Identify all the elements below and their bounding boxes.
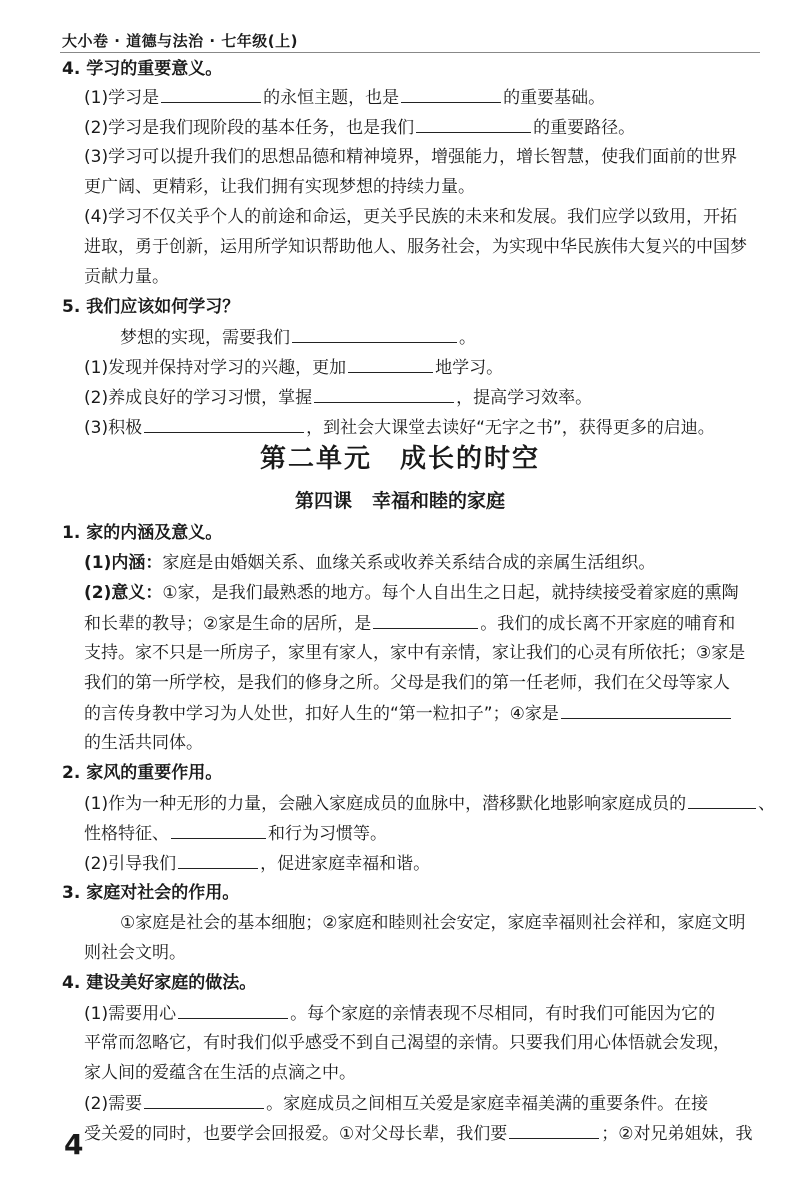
- q3-line-2: 则社会文明。: [84, 943, 186, 963]
- q4-line-2: (2)学习是我们现阶段的基本任务，也是我们 的重要路径。: [84, 118, 636, 138]
- q5-line-2: (1)发现并保持对学习的兴趣，更加 地学习。: [84, 358, 504, 378]
- fill-blank[interactable]: [373, 612, 478, 629]
- fill-blank[interactable]: [178, 1002, 288, 1019]
- fill-blank[interactable]: [161, 86, 261, 103]
- running-header: 大小卷 · 道德与法治 · 七年级(上): [62, 32, 298, 50]
- q4-line-7: 贡献力量。: [84, 267, 169, 287]
- fill-blank[interactable]: [348, 356, 433, 373]
- header-divider: [60, 52, 760, 53]
- lesson-title: 第四课 幸福和睦的家庭: [294, 490, 506, 512]
- fill-blank[interactable]: [292, 326, 457, 343]
- q1-line-1: (1)内涵：家庭是由婚姻关系、血缘关系或收养关系结合成的亲属生活组织。: [84, 553, 656, 573]
- q1-line-4: 支持。家不只是一所房子，家里有家人，家中有亲情，家让我们的心灵有所依托；③家是: [84, 643, 746, 663]
- q4b-line-1: (1)需要用心 。每个家庭的亲情表现不尽相同，有时我们可能因为它的: [84, 1004, 716, 1024]
- q4-line-6: 进取，勇于创新，运用所学知识帮助他人、服务社会，为实现中华民族伟大复兴的中国梦: [84, 237, 747, 257]
- q1-line-5: 我们的第一所学校，是我们的修身之所。父母是我们的第一任老师，我们在父母等家人: [84, 673, 730, 693]
- fill-blank[interactable]: [178, 852, 258, 869]
- q1-line-7: 的生活共同体。: [84, 733, 203, 753]
- fill-blank[interactable]: [314, 386, 454, 403]
- question-1-title: 1. 家的内涵及意义。: [62, 523, 223, 543]
- q4-line-1: (1)学习是 的永恒主题，也是 的重要基础。: [84, 88, 606, 108]
- question-3-title: 3. 家庭对社会的作用。: [62, 883, 240, 903]
- q4b-line-5: 受关爱的同时，也要学会回报爱。①对父母长辈，我们要 ；②对兄弟姐妹，我: [84, 1124, 753, 1144]
- fill-blank[interactable]: [144, 416, 304, 433]
- q5-line-3: (2)养成良好的学习习惯，掌握 ，提高学习效率。: [84, 388, 593, 408]
- q4b-line-2: 平常而忽略它，有时我们似乎感受不到自己渴望的亲情。只要我们用心体悟就会发现，: [84, 1033, 730, 1053]
- q5-line-1: 梦想的实现，需要我们 。: [120, 328, 476, 348]
- q1-line-3: 和长辈的教导；②家是生命的居所，是 。我们的成长离不开家庭的哺育和: [84, 614, 736, 634]
- q4-line-5: (4)学习不仅关乎个人的前途和命运，更关乎民族的未来和发展。我们应学以致用，开拓: [84, 207, 738, 227]
- fill-blank[interactable]: [416, 116, 531, 133]
- q2-line-2: 性格特征、 和行为习惯等。: [84, 824, 387, 844]
- question-2-title: 2. 家风的重要作用。: [62, 763, 223, 783]
- fill-blank[interactable]: [688, 792, 756, 809]
- q2-line-3: (2)引导我们 ，促进家庭幸福和谐。: [84, 854, 431, 874]
- q5-line-4: (3)积极 ，到社会大课堂去读好“无字之书”，获得更多的启迪。: [84, 418, 715, 438]
- fill-blank[interactable]: [509, 1122, 599, 1139]
- page-number: 4: [64, 1128, 84, 1161]
- fill-blank[interactable]: [401, 86, 501, 103]
- q1-line-6: 的言传身教中学习为人处世，扣好人生的“第一粒扣子”；④家是: [84, 702, 774, 725]
- q2-line-1: (1)作为一种无形的力量，会融入家庭成员的血脉中，潜移默化地影响家庭成员的 、: [84, 794, 776, 814]
- question-5-title: 5. 我们应该如何学习？: [62, 297, 240, 317]
- q3-line-1: ①家庭是社会的基本细胞；②家庭和睦则社会安定，家庭幸福则社会祥和，家庭文明: [120, 913, 746, 933]
- fill-blank[interactable]: [171, 822, 266, 839]
- question-4-title: 4. 学习的重要意义。: [62, 59, 223, 79]
- q4b-line-4: (2)需要 。家庭成员之间相互关爱是家庭幸福美满的重要条件。在接: [84, 1094, 709, 1114]
- fill-blank[interactable]: [144, 1092, 264, 1109]
- unit-title: 第二单元 成长的时空: [259, 444, 541, 474]
- q4b-line-3: 家人间的爱蕴含在生活的点滴之中。: [84, 1063, 356, 1083]
- question-4b-title: 4. 建设美好家庭的做法。: [62, 973, 257, 993]
- q4-line-3: (3)学习可以提升我们的思想品德和精神境界，增强能力，增长智慧，使我们面前的世界: [84, 147, 738, 167]
- q4-line-4: 更广阔、更精彩，让我们拥有实现梦想的持续力量。: [84, 177, 475, 197]
- fill-blank[interactable]: [561, 702, 731, 719]
- q1-line-2: (2)意义：①家，是我们最熟悉的地方。每个人自出生之日起，就持续接受着家庭的熏陶: [84, 583, 739, 603]
